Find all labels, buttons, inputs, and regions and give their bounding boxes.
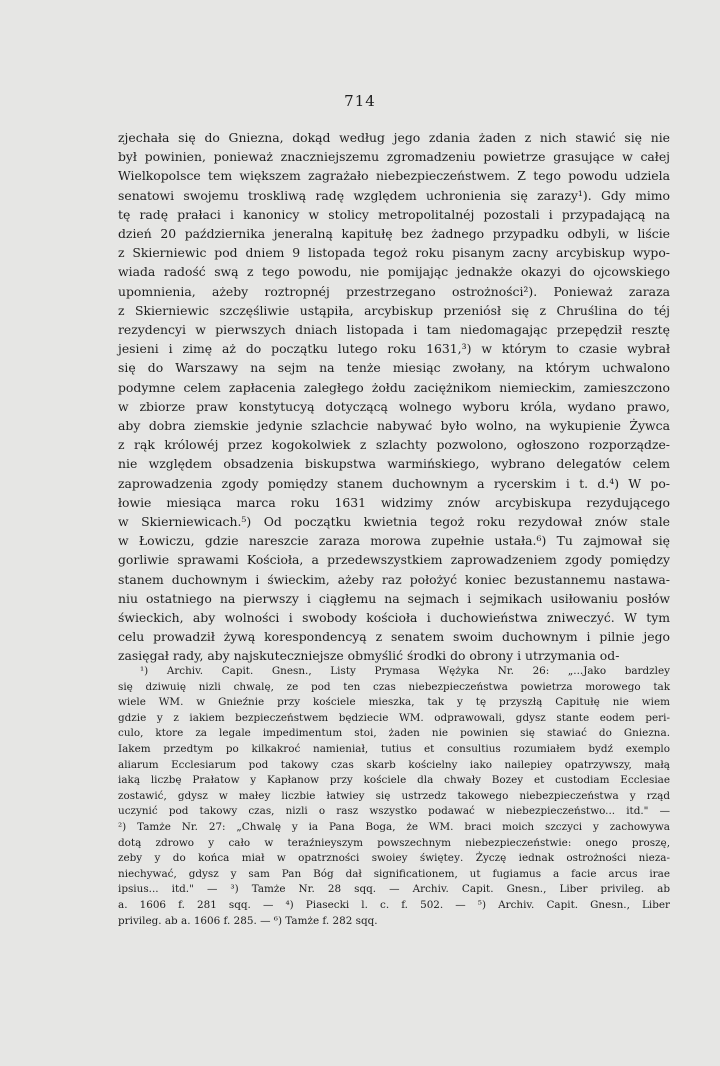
text-line: upomnienia, ażeby roztropnéj przestrzegano ostrożności²). Ponieważ zaraza xyxy=(118,283,670,299)
text-line: podymne celem zapłacenia zaległego żołdu zaciężnikom niemieckim, zamieszczono xyxy=(118,379,670,395)
text-line: celu prowadził żywą korespondencyą z senatem swoim duchownym i pilnie jego xyxy=(118,629,670,645)
footnote-line: aliarum Ecclesiarum pod takowy czas skarb kościelny iako nailepiey opatrzywszy, małą xyxy=(118,758,670,771)
text-line: aby dobra ziemskie jedynie szlachcie nabywać było wolno, na wykupienie Żywca xyxy=(118,418,670,434)
footnote-line: niechywać, gdysz y sam Pan Bóg dał significationem, ut fugiamus a facie arcus irae xyxy=(118,867,670,880)
footnote-line: zeby y do końca miał w opatrzności swoiey święteу. Życzę iednak ostrożności nieza- xyxy=(118,852,670,865)
footnote-line: wiele WM. w Gnieźnie przy kościele mieszka, tak y tę przyszłą Capitułę nie wiem xyxy=(118,696,670,709)
footnote-line: ipsius... itd." — ³) Tamże Nr. 28 sqq. — Archiv. Capit. Gnesn., Liber privileg. ab xyxy=(118,883,670,896)
footnotes xyxy=(118,664,670,929)
text-line: Wielkopolsce tem większem zagrażało niebezpieczeństwem. Z tego powodu udziela xyxy=(118,168,670,184)
text-line: zasięgał rady, aby najskuteczniejsze obmyślić środki do obrony i utrzymania od- xyxy=(118,648,620,664)
text-line: stanem duchownym i świeckim, ażeby raz położyć koniec bezustannemu nastawa- xyxy=(118,571,670,587)
footnote-line: uczynić pod takowy czas, nizli o rasz wszystko podawać w niebezpieczeństwo... itd." — xyxy=(118,805,670,818)
text-line: w Skierniewicach.⁵) Od początku kwietnia tegoż roku rezydował znów stale xyxy=(118,514,670,530)
text-line: w zbiorze praw konstytucyą dotyczącą wolnego wyboru króla, wydano prawo, xyxy=(118,398,670,414)
text-line: świeckich, aby wolności i swobody kościoła i duchowieństwa zniweczyć. W tym xyxy=(118,610,670,626)
text-line: w Łowiczu, gdzie nareszcie zaraza morowa zupełnie ustała.⁶) Tu zajmował się xyxy=(118,533,670,549)
main-text xyxy=(118,128,670,666)
footnote-line: gdzie y z iakiem bezpieczeństwem będziecie WM. odprawowali, gdysz stante eodem peri- xyxy=(118,711,670,724)
text-line: gorliwie sprawami Kościoła, a przedewszystkiem zaprowadzeniem zgody pomiędzy xyxy=(118,552,670,568)
text-line: niu ostatniego na pierwszy i ciągłemu na sejmach i sejmikach usiłowaniu posłów xyxy=(118,590,670,606)
footnote-line: a. 1606 f. 281 sqq. — ⁴) Piasecki l. c. f. 502. — ⁵) Archiv. Capit. Gnesn., Liber xyxy=(118,898,670,911)
text-line: nie względem obsadzenia biskupstwa warmińskiego, wybrano delegatów celem xyxy=(118,456,670,472)
page-number: 714 xyxy=(344,92,376,110)
text-line: z rąk królowéj przez kogokolwiek z szlachty pozwolono, ogłoszono rozporządze- xyxy=(118,437,670,453)
text-line: się do Warszawy na sejm na tenże miesiąc zwołany, na którym uchwalono xyxy=(118,360,670,376)
text-line: jesieni i zimę aż do początku lutego roku 1631,³) w którym to czasie wybrał xyxy=(118,341,670,357)
text-line: dzień 20 października jeneralną kapitułę bez żadnego przypadku odbyli, w liście xyxy=(118,226,670,242)
footnote-line: privileg. ab a. 1606 f. 285. — ⁶) Tamże f. 282 sqq. xyxy=(118,914,378,927)
text-line: z Skierniewic szczęśliwie ustąpiła, arcybiskup przeniósł się z Chruślina do téj xyxy=(118,302,670,318)
text-line: wiada radość swą z tego powodu, nie pomijając jednakże okazyi do ojcowskiego xyxy=(118,264,670,280)
footnote-line: ¹) Archiv. Capit. Gnesn., Listy Prymasa Wężyka Nr. 26: „...Jako bardzley xyxy=(140,665,670,677)
footnote-line: culo, ktore za legale impedimentum stoi, żaden nie powinien się stawiać do Gniezna. xyxy=(118,727,670,740)
text-line: tę radę prałaci i kanonicy w stolicy metropolitalnéj pozostali i przypadającą na xyxy=(118,206,670,222)
footnote-line: iaką liczbę Prałatow y Kapłanow przy kościele dla chwały Bozey et custodiam Ecclesiae xyxy=(118,774,670,787)
text-line: był powinien, ponieważ znaczniejszemu zgromadzeniu powietrze grasujące w całej xyxy=(118,149,670,165)
text-line: zjechała się do Gniezna, dokąd według jego zdania żaden z nich stawić się nie xyxy=(118,130,670,145)
footnote-line: ²) Tamże Nr. 27: „Chwalę y ia Pana Boga, że WM. braci moich szczyci y zachowywa xyxy=(118,820,670,833)
text-line: senatowi swojemu troskliwą radę względem uchronienia się zarazy¹). Gdy mimo xyxy=(118,187,670,203)
text-line: zaprowadzenia zgody pomiędzy stanem duchownym a rycerskim i t. d.⁴) W po- xyxy=(118,475,670,491)
text-line: z Skierniewic pod dniem 9 listopada tegoż roku pisanym zacny arcybiskup wypo- xyxy=(118,245,670,261)
text-line: łowie miesiąca marca roku 1631 widzimy znów arcybiskupa rezydującego xyxy=(118,494,670,510)
footnote-line: zostawić, gdysz w małey liczbie łatwiey się ustrzedz takowego niebezpieczeństwa y rząd xyxy=(118,789,670,802)
footnote-line: się dziwuię nizli chwalę, ze pod ten czas niebezpieczeństwa powietrza morowego tak xyxy=(118,680,670,693)
footnote-line: Iakem przedtym po kilkakroć namieniał, tutius et consultius rozumiałem bydź exemplo xyxy=(118,742,670,755)
text-line: rezydencyi w pierwszych dniach listopada i tam niedomagając przepędził resztę xyxy=(118,322,670,338)
footnote-line: dotą zdrowo y cało w teraźnieyszym powszechnym niebezpieczeństwie: onego proszę, xyxy=(118,836,670,849)
